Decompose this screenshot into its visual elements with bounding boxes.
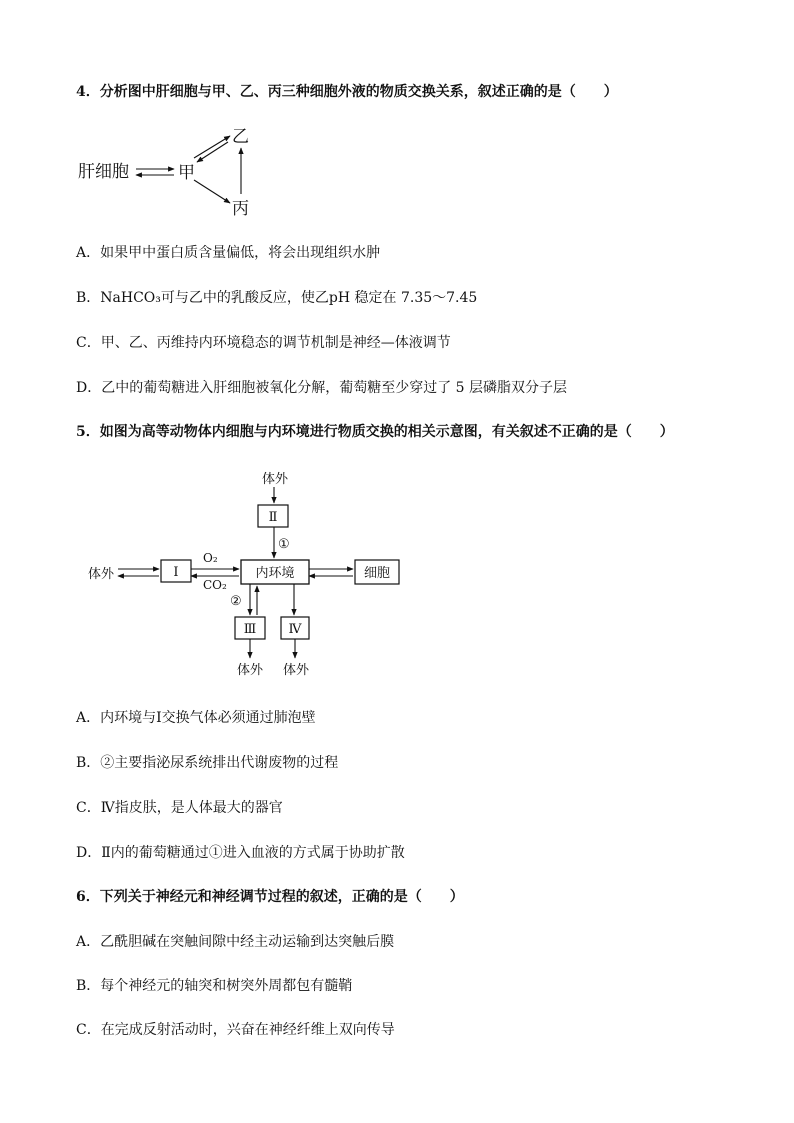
q5-cell-label: 细胞 bbox=[363, 566, 391, 581]
q5-option-b: B．②主要指泌尿系统排出代谢废物的过程 bbox=[76, 755, 339, 771]
q4-liver-label: 肝细胞 bbox=[78, 162, 129, 182]
q5-co2-label: CO₂ bbox=[203, 578, 227, 592]
q4-option-b: B．NaHCO₃可与乙中的乳酸反应，使乙pH 稳定在 7.35～7.45 bbox=[76, 290, 478, 306]
q5-box2-label: Ⅱ bbox=[268, 510, 278, 525]
q5-o2-label: O₂ bbox=[203, 551, 218, 565]
q4-yi-label: 乙 bbox=[232, 127, 249, 147]
q5-option-d: D．Ⅱ内的葡萄糖通过①进入血液的方式属于协助扩散 bbox=[76, 845, 405, 861]
q5-mark2: ② bbox=[230, 594, 242, 609]
arrow-yi-to-jia bbox=[197, 142, 228, 162]
q6-option-a: A．乙酰胆碱在突触间隙中经主动运输到达突触后膜 bbox=[76, 934, 395, 950]
q4-option-c: C．甲、乙、丙维持内环境稳态的调节机制是神经—体液调节 bbox=[76, 335, 451, 351]
q5-option-a: A．内环境与Ⅰ交换气体必须通过肺泡壁 bbox=[76, 710, 316, 726]
q4-bing-label: 丙 bbox=[232, 199, 249, 219]
arrow-jia-to-yi bbox=[194, 136, 230, 158]
q5-box1-label: Ⅰ bbox=[173, 565, 179, 580]
q6-stem: 6．下列关于神经元和神经调节过程的叙述，正确的是（ ） bbox=[76, 889, 464, 905]
q4-option-a: A．如果甲中蛋白质含量偏低，将会出现组织水肿 bbox=[76, 245, 381, 261]
q4-diagram bbox=[70, 118, 290, 228]
q5-box3-label: Ⅲ bbox=[243, 622, 257, 637]
q6-option-c: C．在完成反射活动时，兴奋在神经纤维上双向传导 bbox=[76, 1022, 395, 1038]
q5-inner-env-label: 内环境 bbox=[255, 566, 295, 581]
q5-stem: 5．如图为高等动物体内细胞与内环境进行物质交换的相关示意图，有关叙述不正确的是（ ） bbox=[76, 424, 674, 440]
arrow-jia-to-bing bbox=[194, 180, 230, 203]
q6-option-b: B．每个神经元的轴突和树突外周都包有髓鞘 bbox=[76, 978, 353, 994]
q5-outside-bottom-left: 体外 bbox=[237, 663, 264, 678]
q4-jia-label: 甲 bbox=[178, 163, 195, 183]
q5-diagram bbox=[80, 462, 420, 682]
q5-option-c: C．Ⅳ指皮肤，是人体最大的器官 bbox=[76, 800, 283, 816]
q5-outside-bottom-right: 体外 bbox=[283, 663, 310, 678]
q5-box4-label: Ⅳ bbox=[288, 622, 302, 637]
q5-mark1: ① bbox=[278, 537, 290, 552]
q5-outside-top: 体外 bbox=[262, 472, 289, 487]
q4-option-d: D．乙中的葡萄糖进入肝细胞被氧化分解，葡萄糖至少穿过了 5 层磷脂双分子层 bbox=[76, 380, 568, 396]
q4-stem: 4．分析图中肝细胞与甲、乙、丙三种细胞外液的物质交换关系，叙述正确的是（ ） bbox=[76, 84, 618, 100]
q5-outside-left: 体外 bbox=[88, 567, 115, 582]
